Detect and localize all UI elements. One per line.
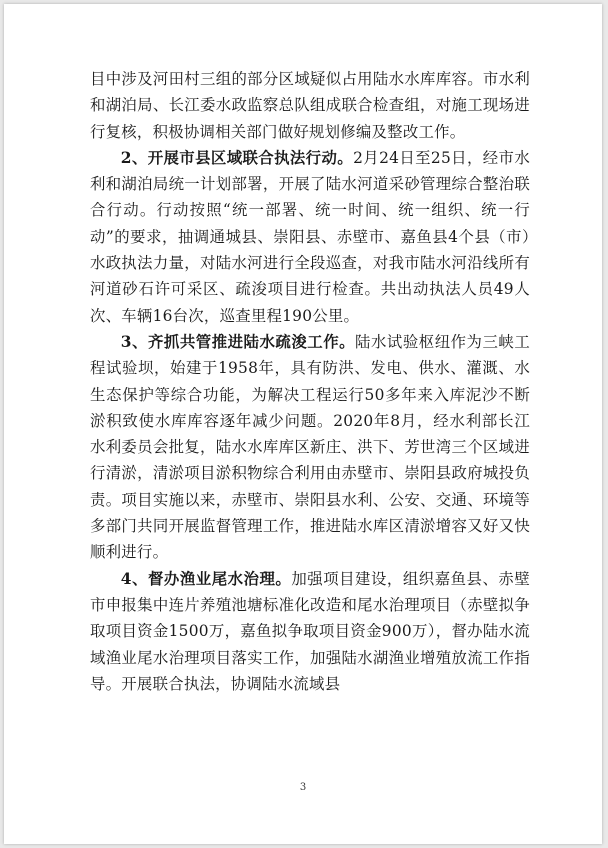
document-page: [4, 4, 602, 844]
section-heading: 3、齐抓共管推进陆水疏浚工作。: [120, 332, 356, 351]
paragraph-text: 2月24日至25日，经市水利和湖泊局统一计划部署，开展了陆水河道采砂管理综合整治联合行动。行动按照“统一部署、统一时间、统一组织、统一行动”的要求，抽调通城县、崇阳县、赤壁市、嘉鱼县4个县（市）水政执法力量，对陆水河进行全段巡查，对我市陆水河沿线所有河道砂石许可采区、疏浚项目进行检查。共出动执法人员49人次、车辆16台次，巡查里程190公里。: [90, 148, 530, 325]
paragraph-text: 陆水试验枢纽作为三峡工程试验坝，始建于1958年，具有防洪、发电、供水、灌溉、水生态保护等综合功能，为解决工程运行50多年来入库泥沙不断淤积致使水库库容逐年减少问题。2020年8月，经水利部长江水利委员会批复，陆水水库库区新庄、洪下、芳世湾三个区域进行清淤，清淤项目淤积物综合利用由赤壁市、崇阳县政府城投负责。项目实施以来，赤壁市、崇阳县水利、公安、交通、环境等多部门共同开展监督管理工作，推进陆水库区清淤增容又好又快顺利进行。: [90, 332, 530, 562]
paragraph-section-4: [90, 566, 530, 697]
paragraph-section-3: [90, 329, 530, 566]
section-heading: 4、督办渔业尾水治理。: [120, 569, 292, 588]
paragraph-section-2: [90, 145, 530, 329]
paragraph-continuation: [90, 66, 530, 145]
section-heading: 2、开展市县区域联合执法行动。: [120, 148, 354, 167]
document-body: [90, 66, 530, 697]
paragraph-text: 目中涉及河田村三组的部分区域疑似占用陆水水库库容。市水利和湖泊局、长江委水政监察总队组成联合检查组，对施工现场进行复核，积极协调相关部门做好规划修编及整改工作。: [90, 70, 530, 141]
paragraph-text: 加强项目建设，组织嘉鱼县、赤壁市申报集中连片养殖池塘标准化改造和尾水治理项目（赤壁拟争取项目资金1500万，嘉鱼拟争取项目资金900万），督办陆水流域渔业尾水治理项目落实工作，加强陆水湖渔业增殖放流工作指导。开展联合执法，协调陆水流域县: [90, 569, 530, 693]
page-number: 3: [299, 782, 307, 793]
